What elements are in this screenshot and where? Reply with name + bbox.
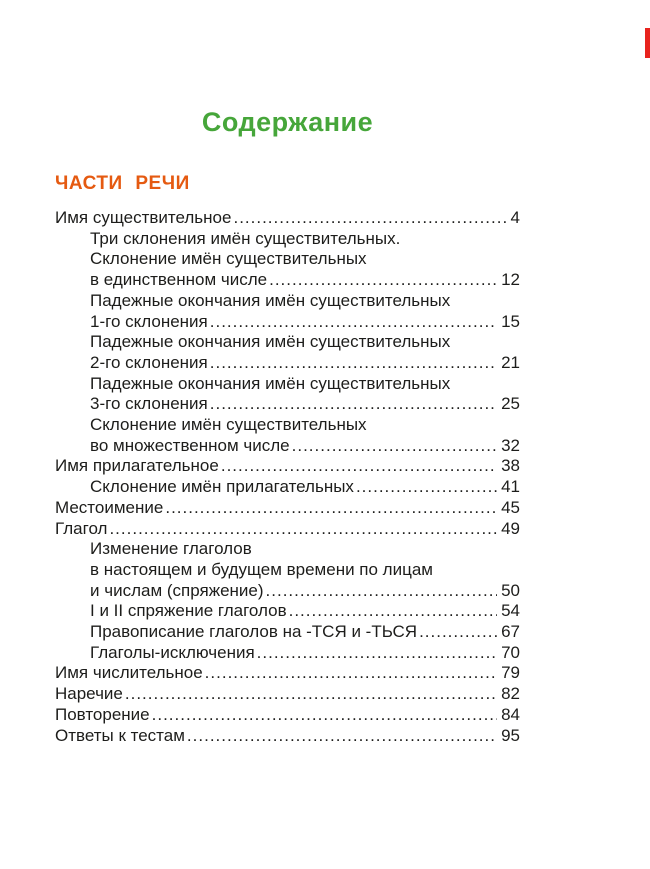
toc-entry-text: I и II спряжение глаголов: [90, 601, 287, 621]
toc-entry-text: Имя числительное: [55, 663, 203, 683]
toc-entry: [55, 374, 520, 415]
toc-entry: [55, 519, 520, 540]
toc-line: [90, 539, 520, 560]
page-number: 95: [501, 725, 520, 745]
page-number: 67: [501, 622, 520, 642]
toc-entry-text: Наречие: [55, 684, 123, 704]
toc-entry-text: Три склонения имён существительных.: [90, 228, 401, 248]
toc-line: [90, 643, 520, 664]
toc-entry-text: Склонение имён существительных: [90, 249, 367, 269]
toc-entry: [55, 208, 520, 229]
toc-entry-text: в единственном числе: [90, 270, 268, 290]
toc-line: [90, 312, 520, 333]
dot-leader: [257, 643, 497, 664]
toc-entry: [55, 332, 520, 373]
toc-line: [90, 353, 520, 374]
page-number: 45: [501, 497, 520, 517]
toc-entry-text: Изменение глаголов: [90, 539, 252, 559]
toc-line: [90, 332, 520, 353]
page-number: 21: [501, 352, 520, 372]
toc-entry: [55, 229, 520, 291]
toc-entry-text: Имя существительное: [55, 208, 232, 227]
toc-line: [90, 415, 520, 436]
toc-entry-text: Правописание глаголов на -ТСЯ и -ТЬСЯ: [90, 622, 418, 642]
dot-leader: [356, 477, 497, 498]
toc-line: [55, 684, 520, 705]
toc-entry: [55, 477, 520, 498]
dot-leader: [152, 705, 497, 726]
toc-entry-text: Глаголы-исключения: [90, 642, 255, 662]
toc-line: [90, 477, 520, 498]
toc-line: [55, 663, 520, 684]
dot-leader: [165, 498, 497, 519]
dot-leader: [269, 270, 497, 291]
toc-entry-text: во множественном числе: [90, 435, 290, 455]
dot-leader: [109, 519, 497, 540]
toc-line: [55, 208, 520, 229]
toc-entry-text: 2-го склонения: [90, 352, 208, 372]
toc-line: [90, 270, 520, 291]
dot-leader: [266, 581, 498, 602]
page-number: 70: [501, 642, 520, 662]
page-edge-marker: [645, 28, 650, 58]
page-number: 82: [501, 684, 520, 704]
toc-line: [90, 374, 520, 395]
toc-line: [90, 436, 520, 457]
toc-line: [55, 456, 520, 477]
toc-line: [90, 581, 520, 602]
toc-line: [90, 601, 520, 622]
toc-list: [55, 208, 520, 746]
toc-entry: [55, 415, 520, 456]
dot-leader: [419, 622, 497, 643]
dot-leader: [289, 601, 497, 622]
toc-line: [55, 705, 520, 726]
toc-entry-text: Имя прилагательное: [55, 456, 219, 476]
toc-entry: [55, 456, 520, 477]
toc-entry: [55, 498, 520, 519]
page-number: 15: [501, 311, 520, 331]
toc-line: [90, 622, 520, 643]
toc-line: [90, 560, 520, 581]
page-number: 54: [501, 601, 520, 621]
toc-entry-text: Падежные окончания имён существительных: [90, 332, 451, 352]
toc-entry-text: Склонение имён существительных: [90, 415, 367, 435]
toc-entry: [55, 705, 520, 726]
toc-entry-text: Склонение имён прилагательных: [90, 477, 354, 497]
toc-entry-text: Повторение: [55, 704, 150, 724]
toc-line: [90, 249, 520, 270]
dot-leader: [205, 663, 497, 684]
toc-entry-text: Падежные окончания имён существительных: [90, 290, 451, 310]
toc-line: [90, 291, 520, 312]
dot-leader: [187, 726, 497, 747]
dot-leader: [210, 312, 497, 333]
page-number: 38: [501, 456, 520, 476]
toc-entry: [55, 539, 520, 601]
page-number: 84: [501, 704, 520, 724]
toc-line: [90, 394, 520, 415]
page-number: 12: [501, 270, 520, 290]
section-header: ЧАСТИ РЕЧИ: [55, 173, 190, 194]
toc-entry: [55, 663, 520, 684]
toc-entry: [55, 622, 520, 643]
toc-entry: [55, 726, 520, 747]
dot-leader: [210, 353, 497, 374]
toc-entry: [55, 291, 520, 332]
toc-line: [55, 519, 520, 540]
page-number: 4: [510, 208, 520, 227]
toc-entry-text: Ответы к тестам: [55, 725, 185, 745]
toc-entry: [55, 643, 520, 664]
dot-leader: [221, 456, 497, 477]
page-number: 49: [501, 518, 520, 538]
toc-entry-text: Падежные окончания имён существительных: [90, 373, 451, 393]
dot-leader: [233, 208, 506, 229]
dot-leader: [292, 436, 497, 457]
toc-entry-text: Местоимение: [55, 497, 164, 517]
toc-entry-text: 1-го склонения: [90, 311, 208, 331]
toc-line: [55, 498, 520, 519]
page-number: 25: [501, 394, 520, 414]
toc-line: [55, 726, 520, 747]
page-number: 50: [501, 580, 520, 600]
toc-line: [90, 229, 520, 250]
page-number: 32: [501, 435, 520, 455]
page-title: Содержание: [201, 107, 374, 137]
toc-entry-text: в настоящем и будущем времени по лицам: [90, 559, 433, 579]
toc-entry: [55, 684, 520, 705]
page-number: 41: [501, 477, 520, 497]
toc-entry-text: и числам (спряжение): [90, 580, 264, 600]
toc-entry: [55, 601, 520, 622]
toc-entry-text: Глагол: [55, 518, 108, 538]
toc-entry-text: 3-го склонения: [90, 394, 208, 414]
page-number: 79: [501, 663, 520, 683]
dot-leader: [125, 684, 497, 705]
dot-leader: [210, 394, 497, 415]
